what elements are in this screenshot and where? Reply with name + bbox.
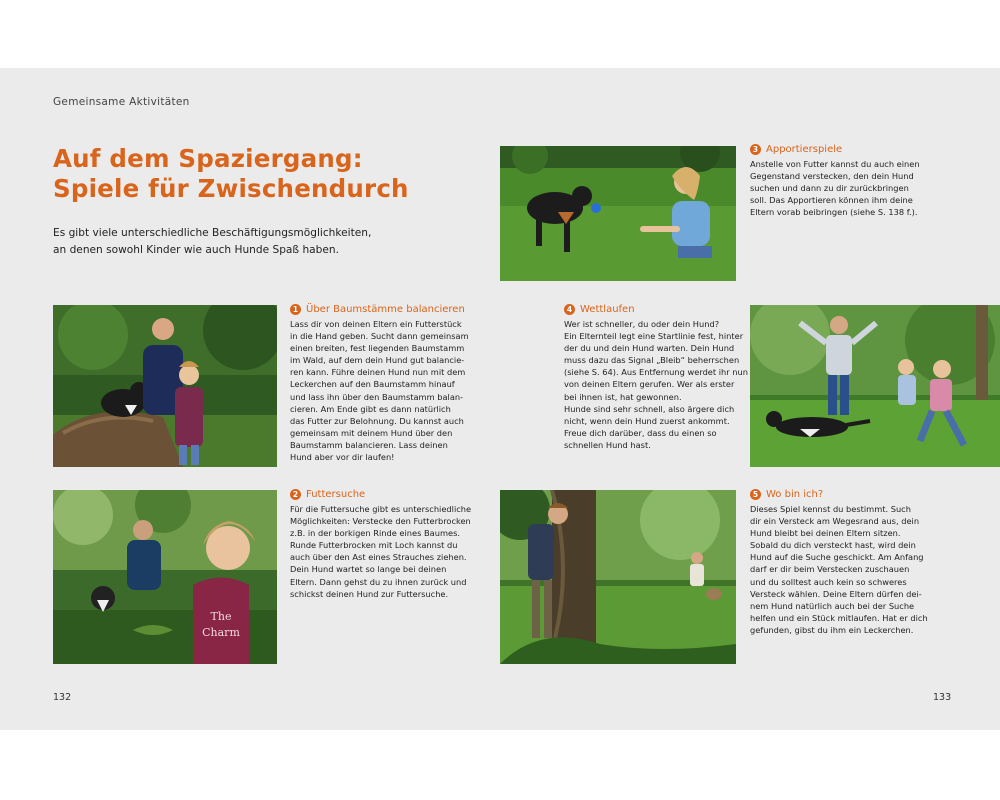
- page-title-line-1: Auf dem Spaziergang:: [53, 144, 363, 173]
- intro-text: [53, 225, 371, 258]
- section-4-text: [564, 318, 748, 451]
- photo-fetch-game: [500, 146, 736, 281]
- text-line: Versteck wählen. Deine Eltern dürfen dei-: [750, 588, 922, 599]
- text-line: nicht, wenn dein Hund zuerst ankommt.: [564, 415, 730, 426]
- text-line: Hund auf die Suche geschickt. Am Anfang: [750, 552, 924, 563]
- page-number-left: 132: [53, 692, 72, 703]
- text-line: Ein Elternteil legt eine Startlinie fest, hinter: [564, 331, 744, 342]
- running-header: Gemeinsame Aktivitäten: [53, 96, 190, 108]
- photo-balancing-log: [53, 305, 277, 467]
- intro-line-1: Es gibt viele unterschiedliche Beschäftigungsmöglichkeiten,: [53, 227, 372, 239]
- text-line: Hund bleibt bei deinen Eltern sitzen.: [750, 528, 901, 539]
- text-line: bei ihnen ist, hat gewonnen.: [564, 391, 682, 402]
- section-2-heading: [290, 489, 365, 500]
- section-4-title: Wettlaufen: [580, 304, 635, 315]
- section-3-number: 3: [750, 144, 761, 155]
- text-line: von deinen Eltern gerufen. Wer als erster: [564, 379, 735, 390]
- text-line: Anstelle von Futter kannst du auch einen: [750, 159, 920, 169]
- text-line: Für die Futtersuche gibt es unterschiedliche: [290, 504, 472, 514]
- section-2-number: 2: [290, 489, 301, 500]
- text-line: cieren. Am Ende gibt es dann natürlich: [290, 403, 451, 414]
- text-line: Runde Futterbrocken mit Loch kannst du: [290, 540, 458, 551]
- text-line: schickst deinen Hund zur Futtersuche.: [290, 588, 449, 599]
- page-title: [53, 144, 409, 204]
- text-line: Gegenstand verstecken, den dein Hund: [750, 171, 914, 182]
- section-1-number: 1: [290, 304, 301, 315]
- text-line: und lass ihn über den Baumstamm balan-: [290, 391, 464, 402]
- text-line: gefunden, gibst du ihm ein Leckerchen.: [750, 624, 914, 635]
- text-line: im Wald, auf dem dein Hund gut balancie-: [290, 355, 465, 366]
- text-line: auch über den Ast eines Strauches ziehen.: [290, 552, 467, 563]
- section-3-title: Apportierspiele: [766, 144, 843, 155]
- section-1-title: Über Baumstämme balancieren: [306, 304, 465, 315]
- section-1-text: [290, 318, 469, 463]
- text-line: Freue dich darüber, dass du einen so: [564, 427, 717, 438]
- text-line: z.B. in der borkigen Rinde eines Baumes.: [290, 528, 460, 539]
- section-1-heading: [290, 304, 465, 315]
- svg-text:Charm: Charm: [202, 626, 240, 639]
- text-line: dir ein Versteck am Wegesrand aus, dein: [750, 516, 920, 527]
- text-line: soll. Das Apportieren können ihm deine: [750, 195, 913, 206]
- section-5-text: [750, 503, 928, 636]
- text-line: gemeinsam mit deinem Hund über den: [290, 427, 453, 438]
- text-line: der du und dein Hund warten. Dein Hund: [564, 343, 735, 354]
- section-5-title: Wo bin ich?: [766, 489, 824, 500]
- intro-line-2: an denen sowohl Kinder wie auch Hunde Spaß haben.: [53, 243, 339, 256]
- page-title-line-2: Spiele für Zwischendurch: [53, 174, 409, 203]
- text-line: ren kann. Führe deinen Hund nun mit dem: [290, 367, 466, 378]
- text-line: Dein Hund wartet so lange bei deinen: [290, 564, 447, 575]
- section-5-number: 5: [750, 489, 761, 500]
- text-line: helfen und ein Stück mitlaufen. Hat er dich: [750, 612, 928, 623]
- page-number-right: 133: [933, 692, 952, 703]
- text-line: nem Hund natürlich auch bei der Suche: [750, 600, 915, 611]
- text-line: Sobald du dich versteckt hast, wird dein: [750, 540, 916, 551]
- text-line: Eltern vorab beibringen (siehe S. 138 f.).: [750, 207, 918, 218]
- section-3-text: [750, 158, 920, 218]
- text-line: Möglichkeiten: Verstecke den Futterbrocken: [290, 516, 471, 527]
- text-line: Eltern. Dann gehst du zu ihnen zurück und: [290, 576, 467, 587]
- text-line: Lass dir von deinen Eltern ein Futterstück: [290, 319, 462, 329]
- text-line: suchen und dann zu dir zurückbringen: [750, 183, 909, 194]
- section-5-heading: [750, 489, 823, 500]
- text-line: (siehe S. 64). Aus Entfernung werdet ihr nun: [564, 367, 748, 378]
- text-line: in die Hand geben. Sucht dann gemeinsam: [290, 331, 469, 342]
- text-line: Hund aber vor dir laufen!: [290, 452, 395, 463]
- photo-hide-and-seek: [500, 490, 736, 664]
- section-2-text: [290, 503, 471, 600]
- text-line: Baumstamm balancieren. Lass deinen: [290, 439, 448, 450]
- svg-text:The: The: [210, 610, 232, 623]
- section-4-number: 4: [564, 304, 575, 315]
- section-3-heading: [750, 144, 842, 155]
- text-line: Dieses Spiel kennst du bestimmt. Such: [750, 504, 911, 514]
- photo-race: [750, 305, 1000, 467]
- text-line: Leckerchen auf den Baumstamm hinauf: [290, 379, 455, 390]
- text-line: Wer ist schneller, du oder dein Hund?: [564, 319, 720, 329]
- photo-food-search: [53, 490, 277, 664]
- text-line: einen breiten, fest liegenden Baumstamm: [290, 343, 465, 354]
- text-line: und du solltest auch kein so schweres: [750, 576, 907, 587]
- section-2-title: Futtersuche: [306, 489, 366, 500]
- section-4-heading: [564, 304, 635, 315]
- text-line: schnellen Hund hast.: [564, 439, 651, 450]
- text-line: muss dazu das Signal „Bleib“ beherrschen: [564, 355, 740, 366]
- text-line: Hunde sind sehr schnell, also ärgere dich: [564, 403, 735, 414]
- text-line: das Futter zur Belohnung. Du kannst auch: [290, 415, 464, 426]
- text-line: darf er dir beim Verstecken zuschauen: [750, 564, 910, 575]
